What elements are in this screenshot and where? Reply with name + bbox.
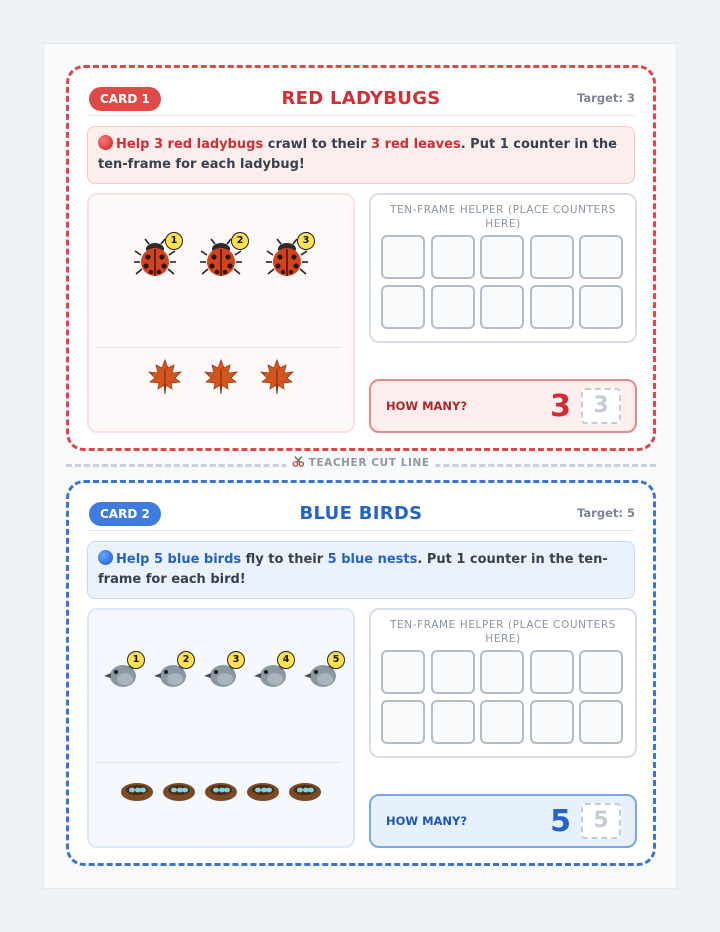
ten-frame-cell[interactable] — [480, 235, 524, 279]
nest-icon — [161, 777, 197, 807]
ten-frame-label: TEN-FRAME HELPER (PLACE COUNTERS HERE) — [390, 619, 616, 645]
ten-frame-cell[interactable] — [480, 285, 524, 329]
counting-scene — [87, 608, 355, 848]
how-many-value: 3 — [550, 389, 571, 424]
card-badge: CARD 2 — [89, 502, 161, 526]
how-many-label: HOW MANY? — [386, 814, 468, 828]
ten-frame-cell[interactable] — [530, 700, 574, 744]
teacher-cut-line — [66, 457, 656, 469]
card-blue-birds — [66, 480, 656, 866]
count-number: 2 — [177, 651, 195, 669]
maple-leaf-icon — [257, 357, 297, 397]
ten-frame-cell[interactable] — [579, 235, 623, 279]
bird-item[interactable] — [252, 654, 290, 696]
ten-frame-cell[interactable] — [530, 285, 574, 329]
nest-icon — [119, 777, 155, 807]
ladybug-row — [89, 225, 353, 295]
how-many-panel — [369, 794, 637, 848]
prompt-highlight: 3 red leaves — [371, 137, 461, 152]
cut-line-label-wrap — [286, 456, 435, 469]
ten-frame-cell[interactable] — [480, 700, 524, 744]
cut-line-label: TEACHER CUT LINE — [308, 457, 430, 469]
ten-frame-cell[interactable] — [381, 700, 425, 744]
count-number: 3 — [297, 232, 315, 250]
maple-leaf-icon — [201, 357, 241, 397]
ten-frame-helper — [369, 193, 637, 343]
ladybug-item[interactable] — [264, 235, 310, 285]
card-red-ladybugs — [66, 65, 656, 451]
count-number: 1 — [165, 232, 183, 250]
prompt-tail: . Put 1 counter in the ten-frame for each ladybug! — [98, 137, 617, 172]
count-number: 2 — [231, 232, 249, 250]
ten-frame-cell[interactable] — [381, 235, 425, 279]
ten-frame-cell[interactable] — [480, 650, 524, 694]
prompt-mid: crawl to their — [263, 137, 371, 152]
instruction-prompt — [87, 126, 635, 184]
bird-item[interactable] — [152, 654, 190, 696]
ten-frame-cell[interactable] — [381, 650, 425, 694]
maple-leaf-icon — [145, 357, 185, 397]
card-header — [87, 499, 635, 531]
how-many-value: 5 — [550, 804, 571, 839]
card-header — [87, 84, 635, 116]
ten-frame-cell[interactable] — [381, 285, 425, 329]
target-label: Target: 5 — [577, 506, 635, 520]
prompt-lead: Help 3 red ladybugs — [116, 137, 264, 152]
ten-frame-helper — [369, 608, 637, 758]
ten-frame-cell[interactable] — [431, 650, 475, 694]
nest-icon — [245, 777, 281, 807]
ten-frame-cell[interactable] — [530, 235, 574, 279]
counting-scene — [87, 193, 355, 433]
ten-frame-grid — [381, 235, 627, 329]
ten-frame-cell[interactable] — [530, 650, 574, 694]
red-circle-icon — [98, 135, 113, 150]
nest-icon — [287, 777, 323, 807]
count-number: 5 — [327, 651, 345, 669]
ten-frame-cell[interactable] — [431, 235, 475, 279]
ten-frame-grid — [381, 650, 627, 744]
ten-frame-cell[interactable] — [579, 285, 623, 329]
ten-frame-label: TEN-FRAME HELPER (PLACE COUNTERS HERE) — [390, 204, 616, 230]
count-number: 3 — [227, 651, 245, 669]
nest-icon — [203, 777, 239, 807]
prompt-highlight: 5 blue nests — [327, 552, 418, 567]
count-number: 4 — [277, 651, 295, 669]
ten-frame-cell[interactable] — [579, 700, 623, 744]
nest-row — [89, 770, 353, 814]
count-number: 1 — [127, 651, 145, 669]
card-title: RED LADYBUGS — [281, 88, 441, 109]
how-many-panel — [369, 379, 637, 433]
scene-divider — [97, 347, 341, 348]
ladybug-item[interactable] — [132, 235, 178, 285]
scene-divider — [97, 762, 341, 763]
bird-row — [89, 640, 353, 710]
scissors-icon — [292, 456, 304, 467]
ten-frame-cell[interactable] — [579, 650, 623, 694]
ladybug-item[interactable] — [198, 235, 244, 285]
card-badge: CARD 1 — [89, 87, 161, 111]
leaf-row — [89, 355, 353, 399]
prompt-lead: Help 5 blue birds — [116, 552, 242, 567]
prompt-mid: fly to their — [241, 552, 328, 567]
blue-circle-icon — [98, 550, 113, 565]
card-title: BLUE BIRDS — [299, 503, 423, 524]
answer-box[interactable]: 5 — [581, 803, 621, 839]
bird-item[interactable] — [202, 654, 240, 696]
how-many-label: HOW MANY? — [386, 399, 468, 413]
instruction-prompt — [87, 541, 635, 599]
ten-frame-cell[interactable] — [431, 700, 475, 744]
bird-item[interactable] — [102, 654, 140, 696]
worksheet — [43, 43, 677, 889]
prompt-tail: . Put 1 counter in the ten-frame for each bird! — [98, 552, 608, 587]
target-label: Target: 3 — [577, 91, 635, 105]
ten-frame-cell[interactable] — [431, 285, 475, 329]
answer-box[interactable]: 3 — [581, 388, 621, 424]
bird-item[interactable] — [302, 654, 340, 696]
